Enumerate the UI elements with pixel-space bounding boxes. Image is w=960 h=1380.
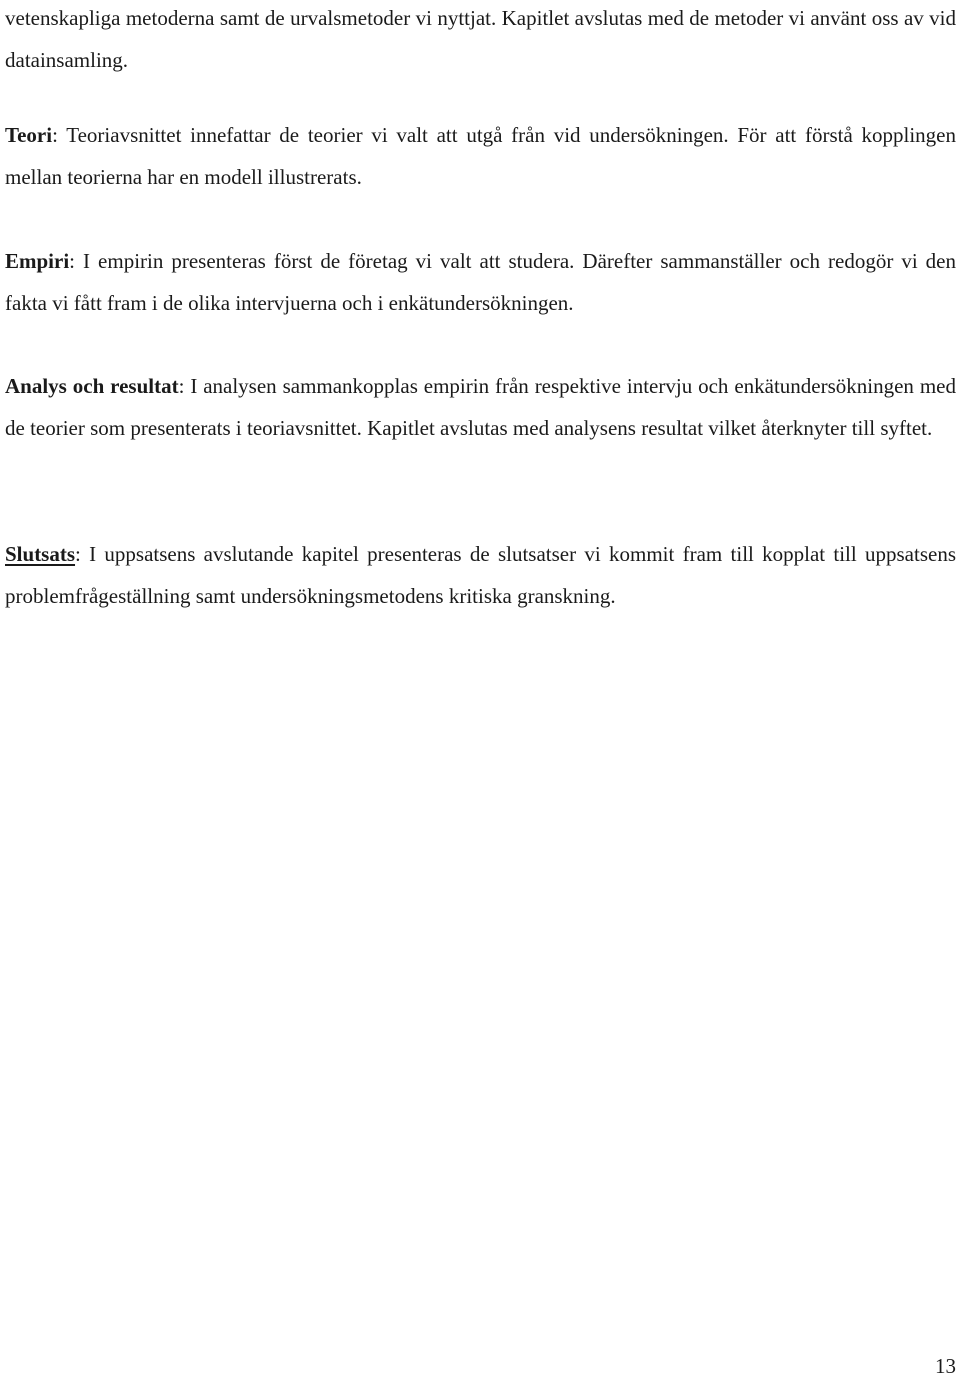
section-text-empiri: I empirin presenteras först de företag vi valt att studera. Därefter sammanställer och redogör vi den fakta vi fått fram i de olika intervjuerna och i enkätundersökningen. bbox=[5, 249, 956, 315]
section-separator: : bbox=[75, 542, 81, 566]
section-term-slutsats: Slutsats bbox=[5, 542, 76, 566]
section-analys-och-resultat bbox=[5, 365, 956, 449]
section-empiri bbox=[5, 240, 956, 324]
section-term-analys-och-resultat: Analys och resultat bbox=[5, 374, 179, 398]
section-separator: : bbox=[69, 249, 76, 273]
section-text-teori: Teoriavsnittet innefattar de teorier vi valt att utgå från vid undersökningen. För att förstå kopplingen mellan teorierna har en modell illustrerats. bbox=[5, 123, 956, 189]
section-separator: : bbox=[178, 374, 185, 398]
section-text-slutsats: I uppsatsens avslutande kapitel presenteras de slutsatser vi kommit fram till kopplat till uppsatsens problemfrågeställning samt undersökningsmetodens kritiska granskning. bbox=[5, 542, 956, 608]
page-number: 13 bbox=[935, 1354, 956, 1378]
section-term-empiri: Empiri bbox=[5, 249, 70, 273]
section-teori bbox=[5, 114, 956, 198]
intro-paragraph-text: vetenskapliga metoderna samt de urvalsmetoder vi nyttjat. Kapitlet avslutas med de metoder vi använt oss av vid datainsamling. bbox=[5, 6, 956, 72]
intro-paragraph bbox=[5, 0, 956, 81]
section-slutsats bbox=[5, 533, 956, 617]
section-term-teori: Teori bbox=[5, 123, 53, 147]
section-separator: : bbox=[52, 123, 58, 147]
section-text-analys-och-resultat: I analysen sammankopplas empirin från respektive intervju och enkätundersökningen med de teorier som presenterats i teoriavsnittet. Kapitlet avslutas med analysens resultat vilket återknyter till syftet. bbox=[5, 374, 956, 440]
